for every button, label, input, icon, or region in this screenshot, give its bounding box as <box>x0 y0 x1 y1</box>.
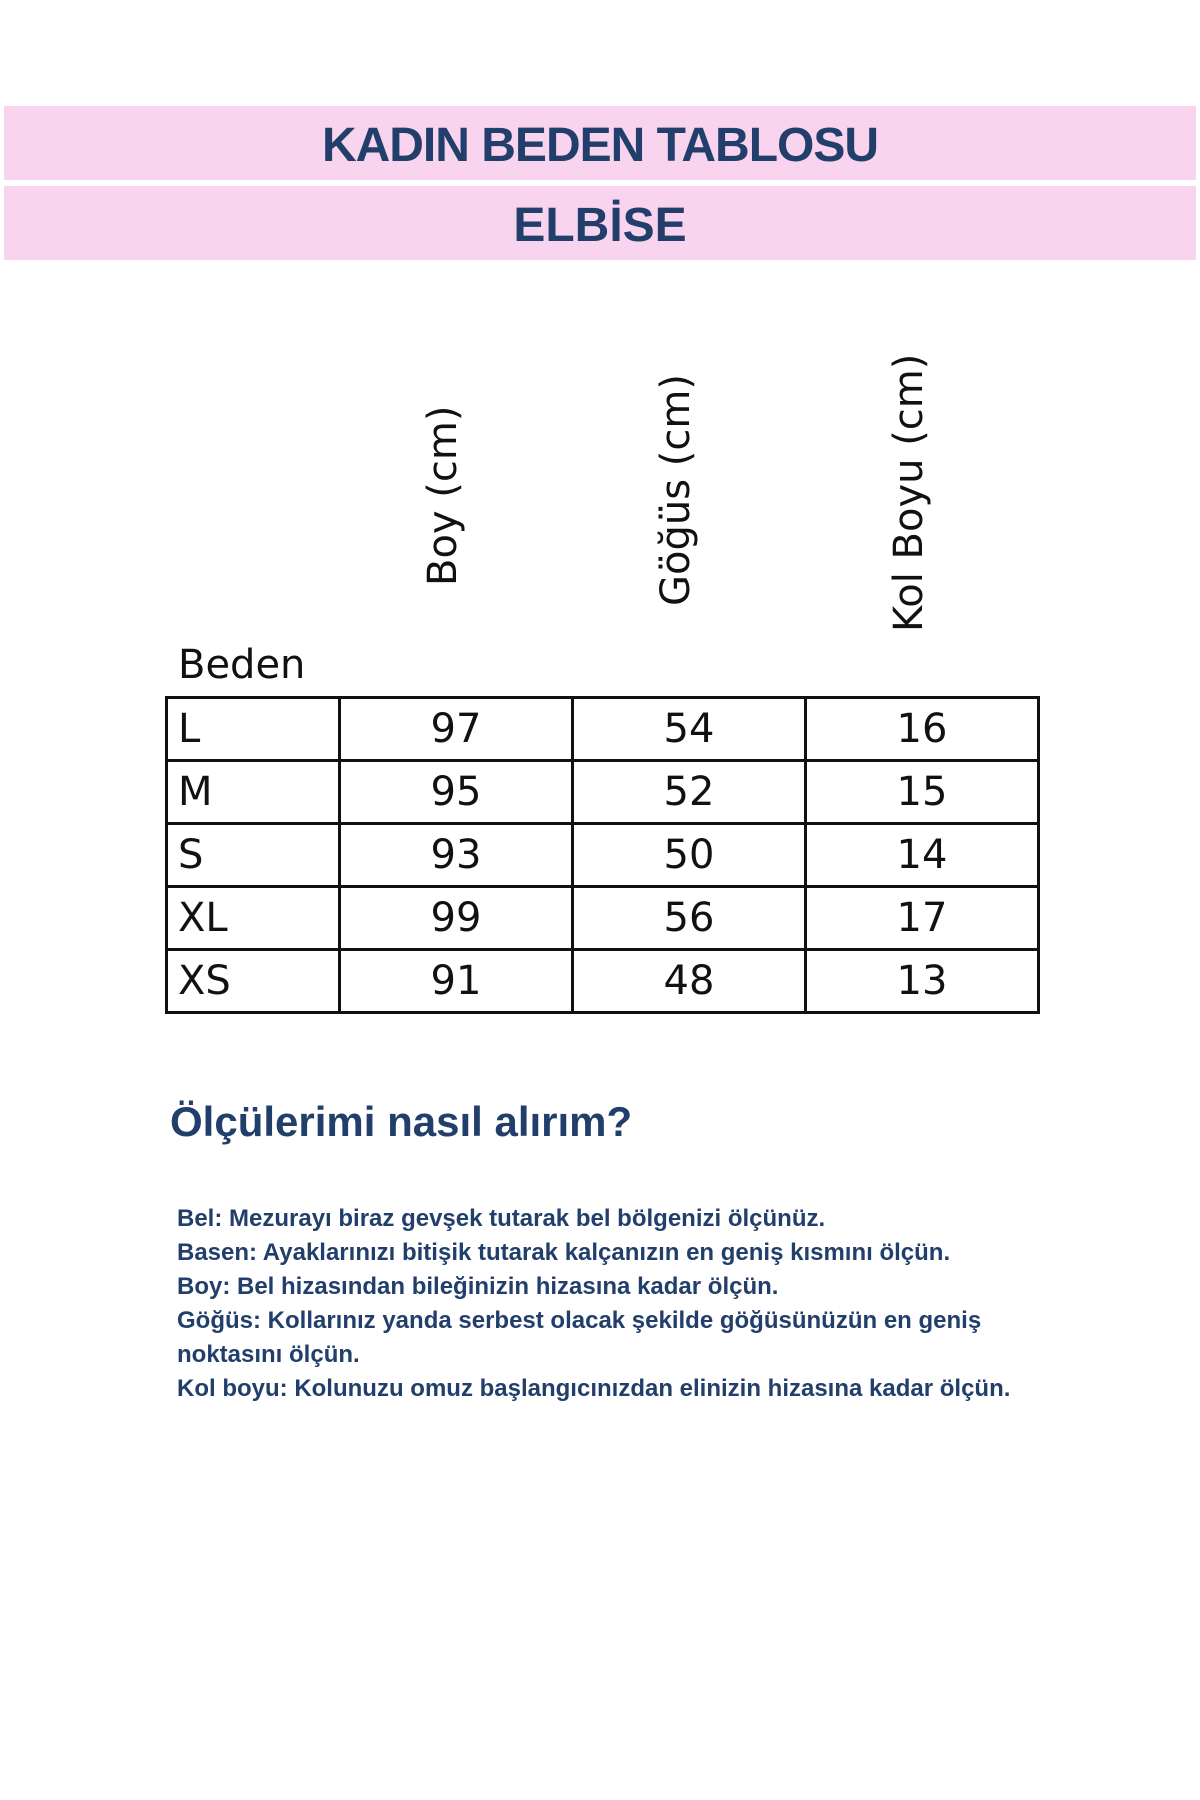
gogus-cell: 54 <box>573 698 806 761</box>
column-header-boy: Boy (cm) <box>420 405 466 586</box>
instruction-line: Kol boyu: Kolunuzu omuz başlangıcınızdan elinizin hizasına kadar ölçün. <box>177 1375 1011 1402</box>
table-row <box>167 761 1039 824</box>
kol-boyu-cell: 16 <box>806 698 1039 761</box>
table-row <box>167 698 1039 761</box>
page-subtitle: ELBİSE <box>513 199 687 252</box>
kol-boyu-cell: 14 <box>806 824 1039 887</box>
size-cell: S <box>167 824 340 887</box>
column-header-kol-boyu: Kol Boyu (cm) <box>886 353 932 632</box>
boy-cell: 93 <box>340 824 573 887</box>
table-row <box>167 887 1039 950</box>
gogus-cell: 56 <box>573 887 806 950</box>
table-row <box>167 950 1039 1013</box>
column-header-beden: Beden <box>178 642 306 688</box>
size-cell: XL <box>167 887 340 950</box>
kol-boyu-cell: 17 <box>806 887 1039 950</box>
measurement-instructions <box>177 1202 1077 1406</box>
title-band <box>4 106 1196 180</box>
size-table <box>165 696 1040 1014</box>
gogus-cell: 48 <box>573 950 806 1013</box>
column-header-gogus: Göğüs (cm) <box>653 374 699 606</box>
gogus-cell: 50 <box>573 824 806 887</box>
boy-cell: 99 <box>340 887 573 950</box>
size-cell: L <box>167 698 340 761</box>
boy-cell: 95 <box>340 761 573 824</box>
instruction-line: Bel: Mezurayı biraz gevşek tutarak bel bölgenizi ölçünüz. <box>177 1205 826 1232</box>
kol-boyu-cell: 15 <box>806 761 1039 824</box>
subtitle-band <box>4 186 1196 260</box>
instruction-line: Göğüs: Kollarınız yanda serbest olacak şekilde göğüsünüzün en geniş noktasını ölçün. <box>177 1307 982 1368</box>
howto-title: Ölçülerimi nasıl alırım? <box>170 1098 633 1145</box>
size-cell: XS <box>167 950 340 1013</box>
size-cell: M <box>167 761 340 824</box>
kol-boyu-cell: 13 <box>806 950 1039 1013</box>
gogus-cell: 52 <box>573 761 806 824</box>
instruction-line: Basen: Ayaklarınızı bitişik tutarak kalçanızın en geniş kısmını ölçün. <box>177 1239 951 1266</box>
table-row <box>167 824 1039 887</box>
instruction-line: Boy: Bel hizasından bileğinizin hizasına kadar ölçün. <box>177 1273 779 1300</box>
boy-cell: 97 <box>340 698 573 761</box>
page-title: KADIN BEDEN TABLOSU <box>321 119 879 172</box>
boy-cell: 91 <box>340 950 573 1013</box>
